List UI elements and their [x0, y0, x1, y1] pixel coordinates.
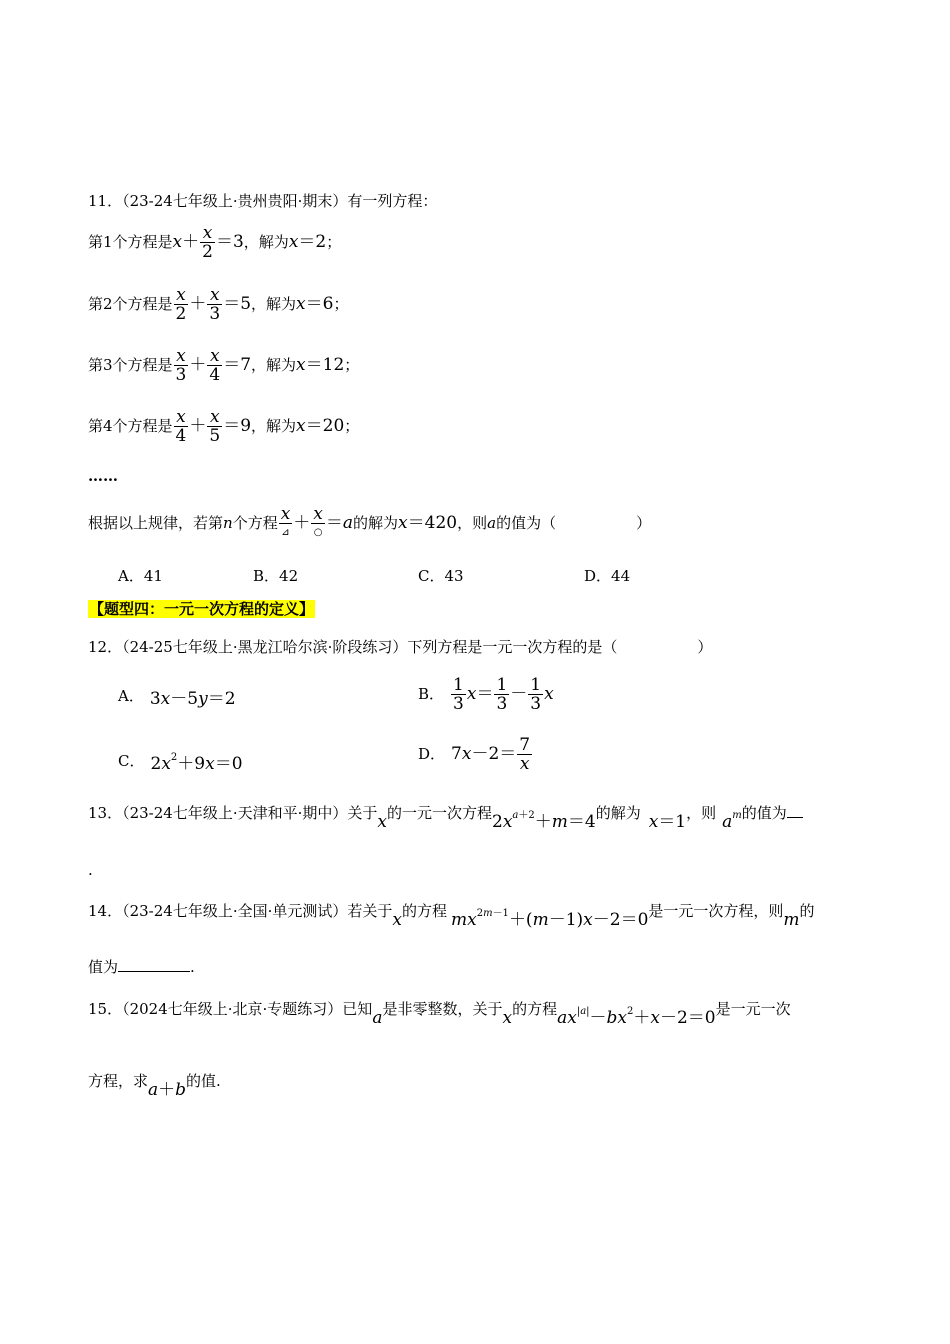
q12-option-a: A． 3x－5y＝2: [118, 687, 236, 709]
q11-option-a: A．41: [118, 567, 163, 585]
q11-header: 11．（23-24七年级上·贵州贵阳·期末）有一列方程：: [88, 192, 438, 210]
q11-equation-4: 第4个方程是 $\frac{x}{4}$ ＋ $\frac{x}{5}$ ＝9，解为x＝20；: [88, 407, 360, 446]
q11-equation-3: 第3个方程是 $\frac{x}{3}$ ＋ $\frac{x}{4}$ ＝7，解为x＝12；: [88, 346, 360, 385]
q11-option-b: B．42: [253, 567, 299, 585]
q13-dot: .: [88, 861, 93, 879]
q11-equation-2: 第2个方程是 $\frac{x}{2}$ ＋ $\frac{x}{3}$ ＝5，解为x＝6；: [88, 285, 349, 324]
q12-option-b: B． $\frac{1}{3}$ x＝ $\frac{1}{3}$ － $\frac{1}{3}$ x: [418, 675, 554, 714]
q15-line-2: 方程，求a＋b的值.: [88, 1072, 221, 1100]
q14-line-1: 14．（23-24七年级上·全国·单元测试）若关于x的方程 $mx^{2m-1}+(m-1)x-2=0$是一元一次方程，则m的: [88, 902, 815, 930]
q11-option-c: C．43: [418, 567, 464, 585]
q12-header: 12．（24-25七年级上·黑龙江哈尔滨·阶段练习）下列方程是一元一次方程的是（ ）: [88, 638, 713, 656]
q14-answer-blank[interactable]: [118, 957, 190, 972]
q11-rule: 根据以上规律，若第n个方程 $\frac{x}{⊿}$ ＋ $\frac{x}{○}$ ＝a的解为x＝420，则a的值为（ ）: [88, 505, 651, 542]
q12-option-d: D． 7x－2＝ $\frac{7}{x}$: [418, 735, 531, 774]
q11-equation-1: 第1个方程是x＋ $\frac{x}{2}$ ＝3，解为x＝2；: [88, 223, 342, 262]
q11-option-d: D．44: [584, 567, 631, 585]
section-heading: 【题型四：一元一次方程的定义】: [89, 600, 315, 618]
q12-option-c: C． $2x^2+9x=0$: [118, 752, 243, 774]
q15-line-1: 15．（2024七年级上·北京·专题练习）已知a是非零整数，关于x的方程$ax^{|a|}-bx^2+x-2=0$是一元一次: [88, 1000, 791, 1028]
q11-ellipsis: ……: [88, 467, 118, 485]
eq1-math: x＋ $\frac{x}{2}$ ＝3: [172, 223, 244, 262]
q13-line: 13．（23-24七年级上·天津和平·期中）关于x的一元一次方程$2x^{a+2}+m=4$的解为 x＝1，则 $a^m$的值为: [88, 797, 803, 823]
q14-line-2: 值为 .: [88, 958, 195, 976]
